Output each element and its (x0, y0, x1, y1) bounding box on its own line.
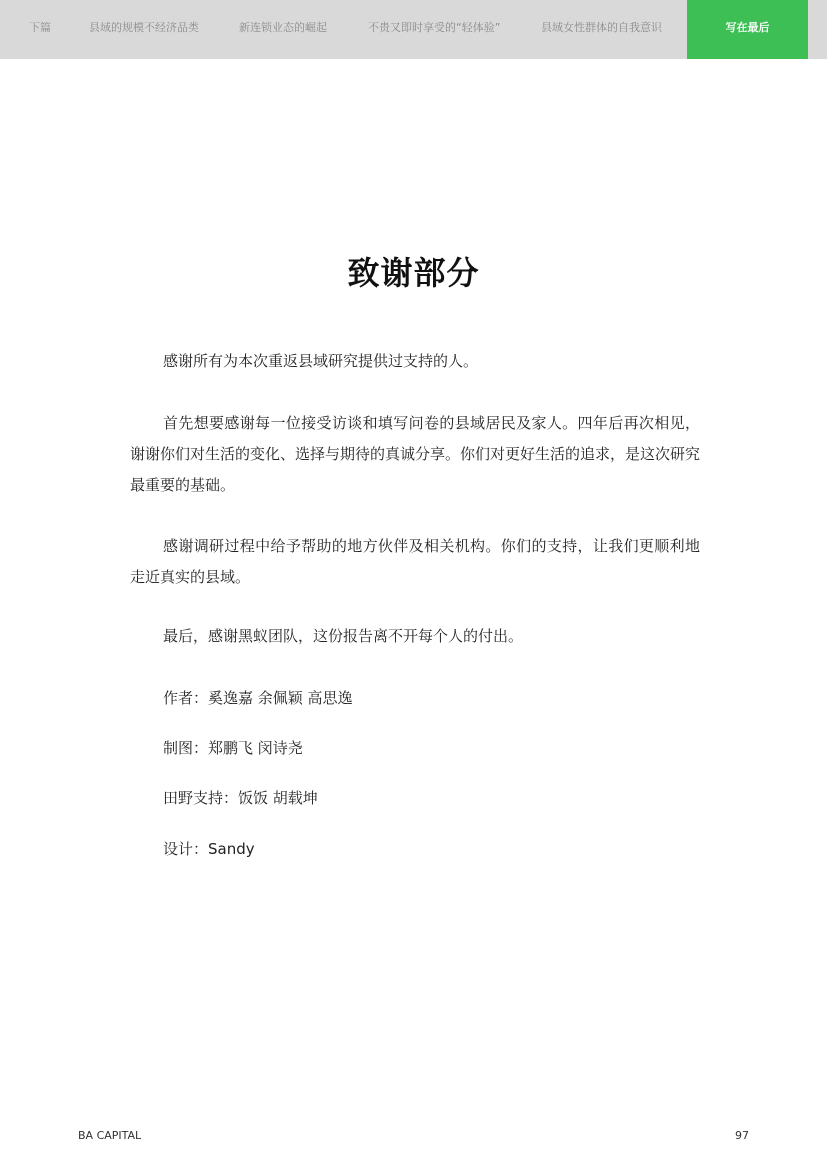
nav-item-new-chain-formats[interactable]: 新连锁业态的崛起 (239, 21, 327, 34)
footer-page-number: 97 (735, 1129, 749, 1142)
footer-brand: BA CAPITAL (78, 1129, 142, 1142)
nav-item-light-experience[interactable]: 不贵又即时享受的“轻体验” (368, 21, 501, 34)
paragraph-residents: 首先想要感谢每一位接受访谈和填写问卷的县域居民及家人。四年后再次相见，谢谢你们对生活的变化、选择与期待的真诚分享。你们对更好生活的追求，是这次研究最重要的基础。 (130, 414, 701, 494)
page-title: 致谢部分 (347, 254, 480, 292)
nav-item-afterword-active[interactable]: 写在最后 (687, 0, 808, 59)
paragraph-team: 最后，感谢黑蚁团队，这份报告离不开每个人的付出。 (163, 627, 524, 645)
paragraph-partners: 感谢调研过程中给予帮助的地方伙伴及相关机构。你们的支持，让我们更顺利地走近真实的县域。 (130, 537, 700, 586)
nav-item-scale-diseconomy[interactable]: 县域的规模不经济品类 (89, 21, 199, 34)
credit-charts: 制图：郑鹏飞 闵诗尧 (163, 739, 303, 757)
paragraph-intro: 感谢所有为本次重返县域研究提供过支持的人。 (163, 352, 479, 370)
credit-authors: 作者：奚逸嘉 余佩颖 高思逸 (163, 689, 353, 707)
nav-item-part-2[interactable]: 下篇 (29, 21, 51, 34)
credit-design: 设计：Sandy (163, 840, 255, 858)
nav-item-female-awareness[interactable]: 县域女性群体的自我意识 (541, 21, 662, 34)
top-navigation (0, 0, 827, 59)
credit-field-support: 田野支持：饭饭 胡载坤 (163, 789, 318, 807)
